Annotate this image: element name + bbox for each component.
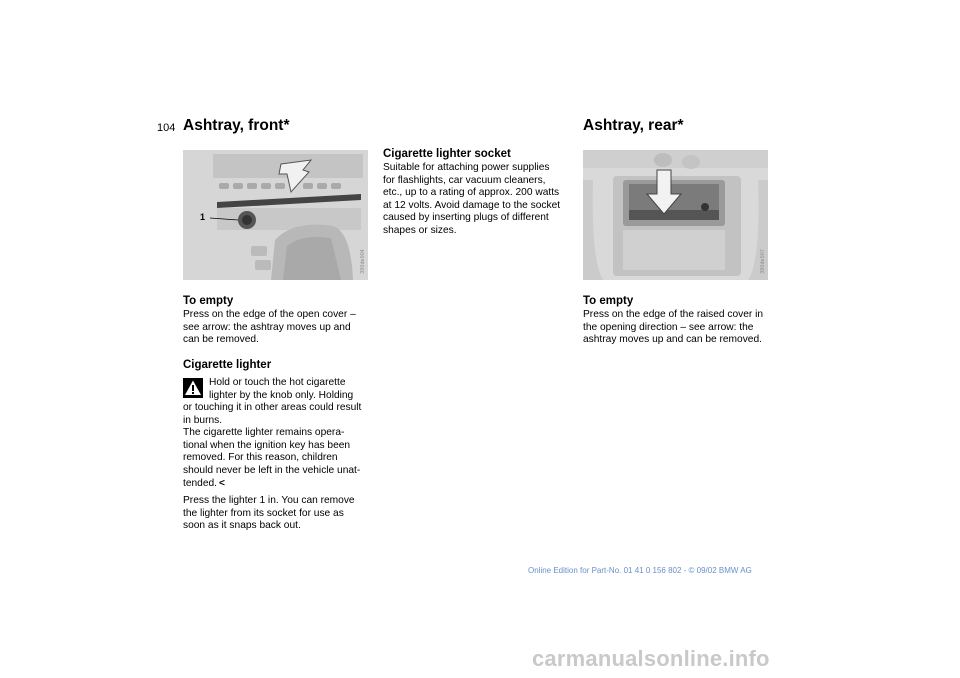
rear-ashtray-illustration	[583, 150, 768, 280]
lighter-socket-text: Suitable for attaching power supplies for flashlights, car vacuum cleaners, etc., up to a rating of approx. 200 watts at 12 volts. Avoid damage to the socket caused by inserting plugs of different shapes or sizes.	[383, 162, 561, 236]
lighter-warning-text-a: Hold or touch the hot cigarette lighter by the knob only. Holding	[209, 377, 354, 401]
to-empty-rear-title: To empty	[583, 295, 634, 307]
ashtray-front-heading: Ashtray, front*	[183, 117, 290, 134]
to-empty-front-text: Press on the edge of the open cover – see arrow: the ashtray moves up and can be removed.	[183, 309, 356, 346]
to-empty-front-title: To empty	[183, 295, 234, 307]
to-empty-rear-text: Press on the edge of the raised cover in the opening direction – see arrow: the ashtray moves up and can be removed.	[583, 309, 764, 346]
front-ashtray-illustration	[183, 150, 368, 280]
lighter-warning-text-b-body: or touching it in other areas could result in burns. The cigarette lighter remains opera- tional when the ignition key has been removed. For this reason, children should never be left in the vehicle unat- tended.	[183, 402, 362, 489]
footer-copyright: Online Edition for Part-No. 01 41 0 156 802 - © 09/02 BMW AG	[528, 566, 752, 575]
warning-triangle-icon	[183, 378, 203, 398]
figure-code: 390de004	[360, 249, 366, 274]
figure-code: 390de007	[760, 249, 766, 274]
lighter-instructions: Press the lighter 1 in. You can remove the lighter from its socket for use as soon as it snaps back out.	[183, 495, 355, 532]
cigarette-lighter-title: Cigarette lighter	[183, 359, 272, 371]
lighter-warning-text-b	[183, 402, 383, 490]
front-ashtray-figure	[183, 150, 368, 280]
end-of-warning-mark: <	[219, 477, 225, 489]
rear-ashtray-figure	[583, 150, 768, 280]
figure-callout-1: 1	[200, 212, 206, 222]
watermark: carmanualsonline.info	[532, 646, 770, 671]
page-number: 104	[157, 122, 176, 134]
ashtray-rear-heading: Ashtray, rear*	[583, 117, 684, 134]
lighter-socket-title: Cigarette lighter socket	[383, 148, 511, 160]
